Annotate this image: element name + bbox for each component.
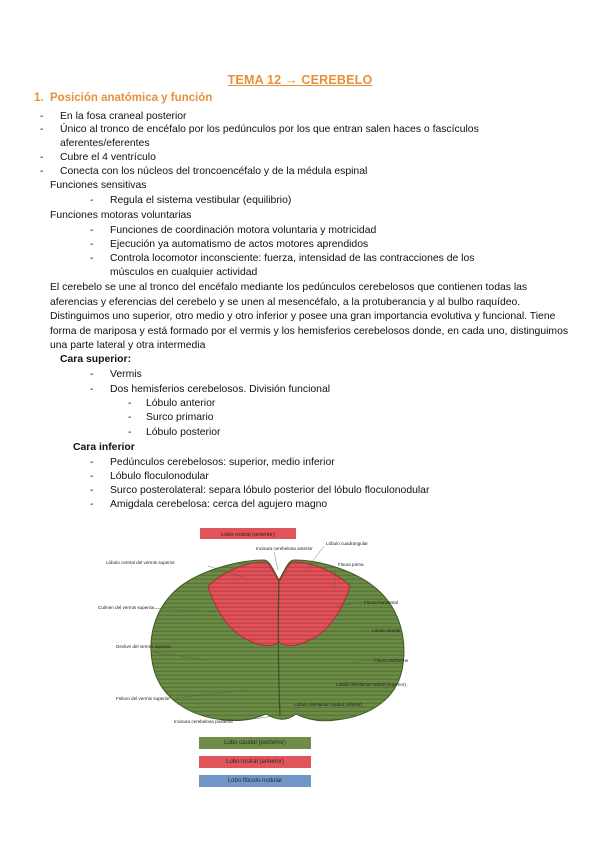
bullet-dash: - (40, 111, 44, 122)
bullet-dash: - (90, 471, 94, 482)
legend-rostral: Lobo rostral (anterior) (199, 756, 311, 768)
label-fisura-ansiforme: Fisura ansiforme (374, 658, 409, 663)
bullet-item: Cubre el 4 ventrículo (60, 152, 156, 163)
bullet-item: Ejecución ya automatismo de actos motores aprendidos (110, 239, 369, 250)
sub-bullet-item: Lóbulo anterior (146, 398, 216, 409)
sub-bullet-item: Lóbulo posterior (146, 427, 221, 438)
subheading-cara-inferior: Cara inferior (73, 442, 135, 453)
label-fisura-horizontal: Fisura horizontal (364, 600, 398, 605)
label-culmen: Culmen del vermis superior (98, 605, 154, 610)
bullet-item: Funciones de coordinación motora voluntaria y motricidad (110, 225, 377, 236)
bullet-item: Regula el sistema vestibular (equilibrio) (110, 195, 292, 206)
legend-caudal: Lobo caudal (posterior) (199, 737, 311, 749)
bullet-dash: - (90, 384, 94, 395)
bullet-item: Conecta con los núcleos del troncoencéfalo y de la médula espinal (60, 166, 368, 177)
bullet-item: En la fosa craneal posterior (60, 111, 187, 122)
bullet-item: Vermis (110, 369, 142, 380)
body-paragraph: El cerebelo se une al tronco del encéfalo mediante los pedúnculos cerebelosos que contienen todas las aferencias y eferencias del cerebelo y se unen al mesencéfalo, a la protuberancia y al bulbo raquídeo. Distinguimos uno superior, otro medio y otro inferior y posee una gran importancia evolutiva y funcional. Tiene forma de mariposa y está formado por el vermis y los hemisferios cerebelosos donde, en cada uno, distinguimos una parte lateral y otra intermedia (50, 282, 569, 352)
section-number: 1. (34, 92, 44, 104)
bullet-dash: - (90, 499, 94, 510)
label-cuadrangular: Lóbulo cuadrangular (326, 541, 368, 546)
section-heading (34, 92, 212, 104)
bullet-dash: - (90, 369, 94, 380)
page-title: TEMA 12 → CEREBELO (227, 73, 373, 87)
section-title: Posición anatómica y función (49, 92, 213, 104)
label-simple: Lóbulo simple (372, 628, 401, 633)
bullet-dash: - (40, 152, 44, 163)
bullet-item: Pedúnculos cerebelosos: superior, medio inferior (110, 457, 335, 468)
label-incisura-anterior: Incisura cerebelosa anterior (256, 546, 313, 551)
subheading-funciones-sensitivas: Funciones sensitivas (50, 180, 147, 191)
bullet-item: Lóbulo floculonodular (110, 471, 209, 482)
bullet-dash: - (90, 485, 94, 496)
bullet-item: Único al tronco de encéfalo por los pedúnculos por los que entran salen haces o fascículos (60, 124, 479, 135)
bullet-item-continued: músculos en cualquier actividad (110, 267, 258, 278)
bullet-dash: - (90, 457, 94, 468)
bullet-dash: - (90, 253, 94, 264)
label-folium: Folium del vermis superior (116, 696, 170, 701)
label-incisura-posterior: Incisura cerebelosa posterior (174, 719, 233, 724)
bullet-item: Controla locomotor inconsciente: fuerza, intensidad de las contracciones de los (110, 253, 475, 264)
bullet-item: Dos hemisferios cerebelosos. División funcional (110, 384, 331, 395)
bullet-dash: - (128, 427, 132, 438)
bullet-dash: - (90, 239, 94, 250)
legend-floculo: Lobo flóculo-nodular (199, 775, 311, 787)
bullet-dash: - (90, 225, 94, 236)
label-declive: Declive del vermis superior (116, 644, 172, 649)
sub-bullet-item: Surco primario (146, 412, 214, 423)
cerebellum-figure (96, 520, 516, 790)
bullet-dash: - (128, 412, 132, 423)
bullet-dash: - (90, 195, 94, 206)
subheading-funciones-motoras: Funciones motoras voluntarias (50, 210, 192, 221)
subheading-cara-superior: Cara superior: (60, 354, 132, 365)
label-semilunar-rostral: Lóbulo semilunar rostral (superior) (336, 682, 406, 687)
label-semilunar-caudal: Lóbulo semilunar caudal (inferior) (294, 702, 363, 707)
legend-top-label: Lobo rostral (anterior) (221, 532, 275, 538)
bullet-dash: - (128, 398, 132, 409)
bullet-dash: - (40, 124, 44, 135)
label-fisura-prima: Fisura prima (338, 562, 364, 567)
bullet-item: Amigdala cerebelosa: cerca del agujero magno (110, 499, 328, 510)
bullet-item-continued: aferentes/eferentes (60, 138, 150, 149)
bullet-item: Surco posterolateral: separa lóbulo posterior del lóbulo floculonodular (110, 485, 430, 496)
label-lobulo-central: Lóbulo central del vermis superior (106, 560, 175, 565)
bullet-dash: - (40, 166, 44, 177)
